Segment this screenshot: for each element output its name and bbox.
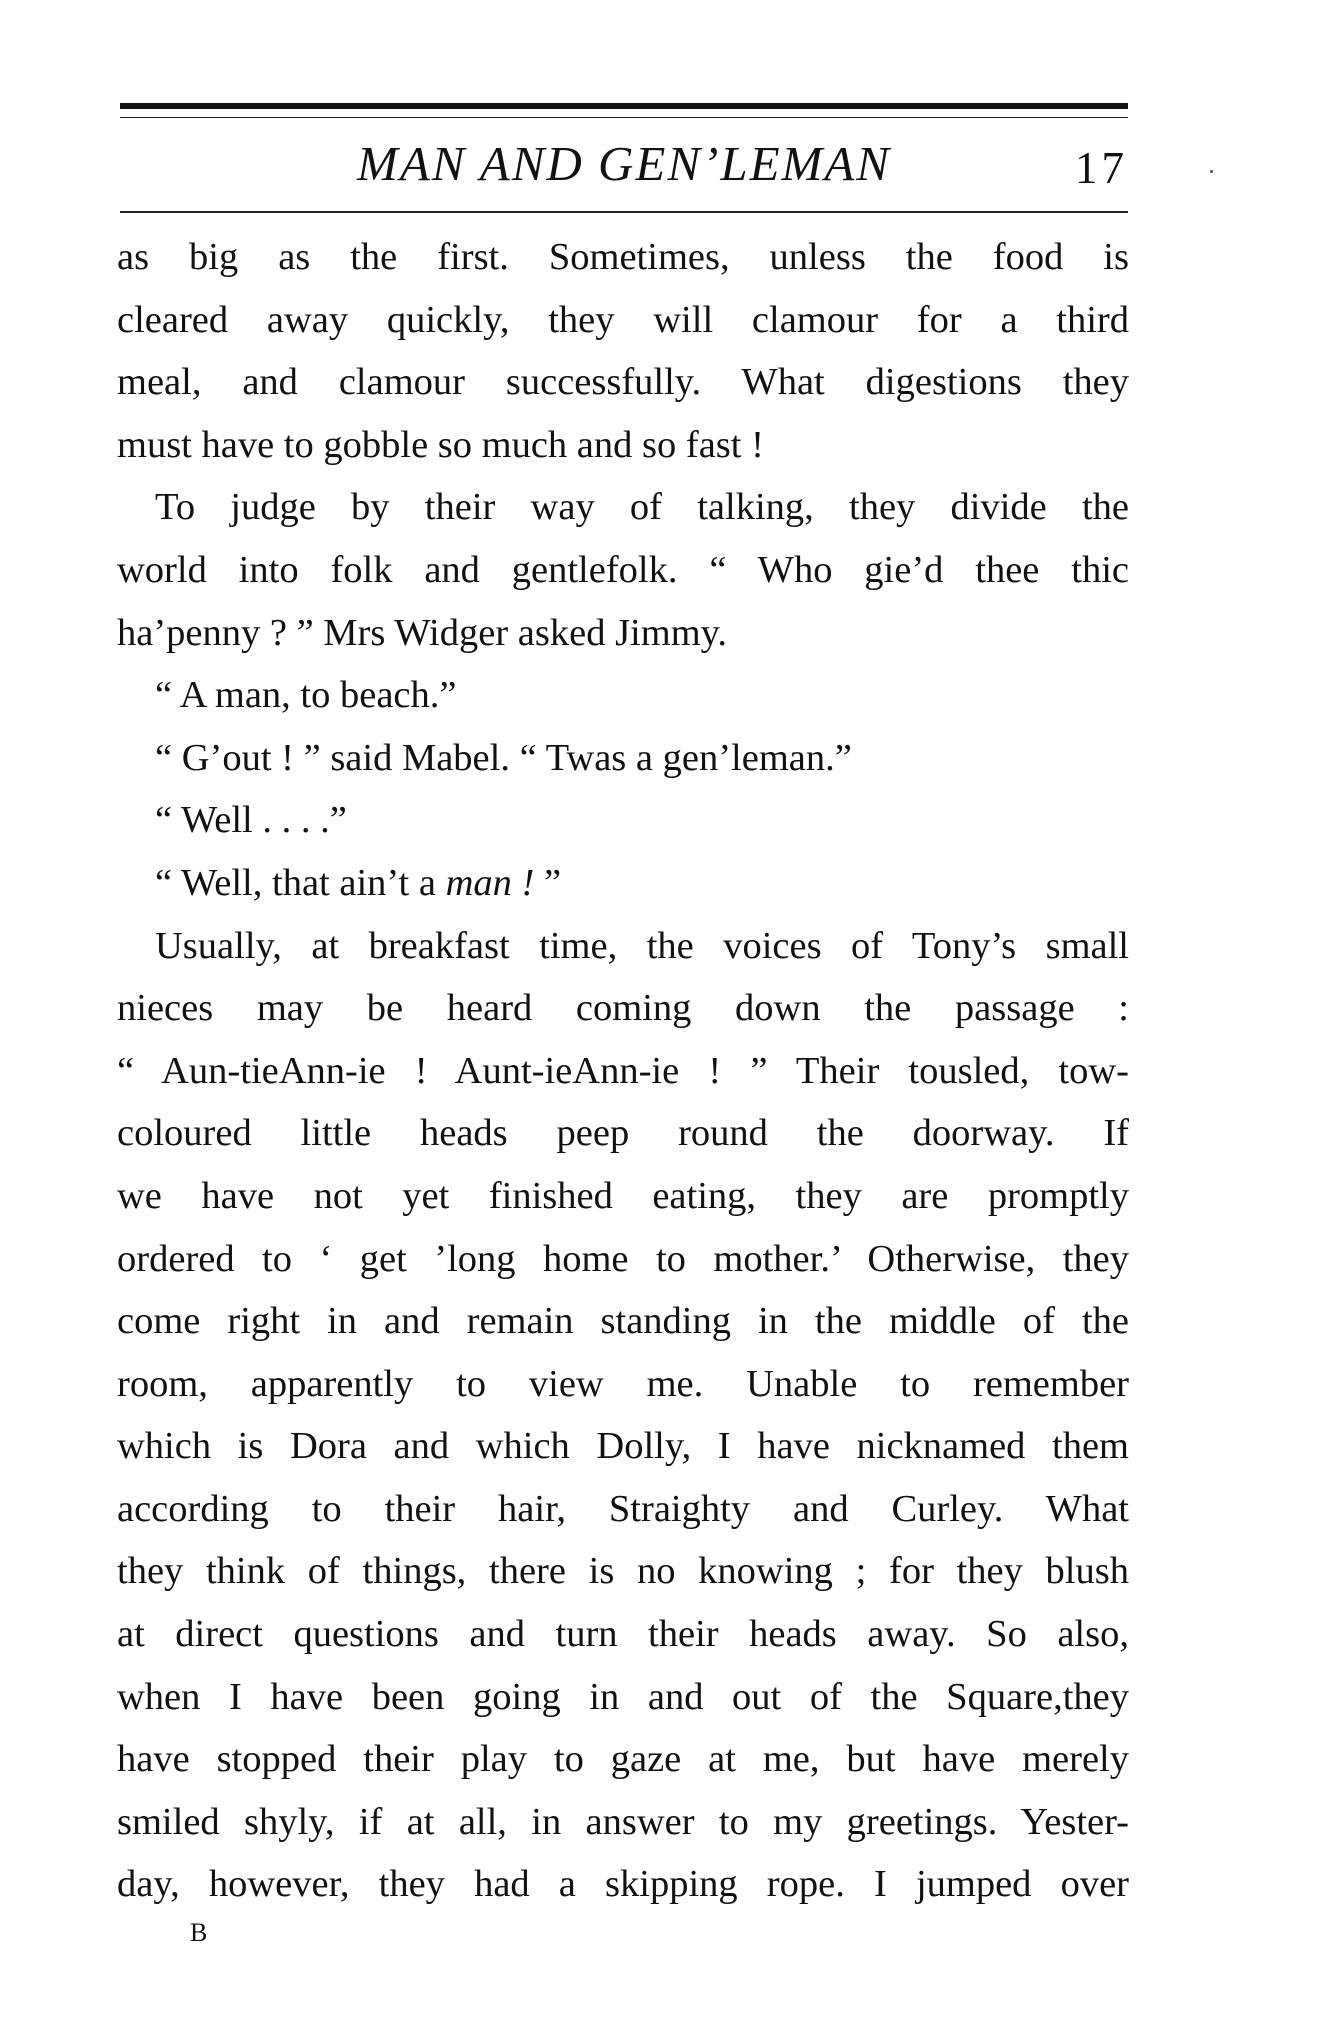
body-text [117, 226, 1129, 1916]
text-line: nieces may be heard coming down the passage : [117, 987, 1129, 1030]
text-line: room, apparently to view me. Unable to remember [117, 1362, 1129, 1405]
text-line: “ G’out ! ” said Mabel. “ Twas a gen’leman.” [155, 736, 852, 779]
running-head [120, 128, 1128, 198]
margin-speck [1210, 170, 1213, 173]
text-line: “ Well . . . .” [155, 799, 347, 842]
text-line: which is Dora and which Dolly, I have nicknamed them [117, 1425, 1129, 1468]
text-line: we have not yet finished eating, they are promptly [117, 1174, 1129, 1217]
text-line: “ A man, to beach.” [155, 674, 457, 717]
text-line: cleared away quickly, they will clamour for a third [117, 298, 1129, 341]
text-line: ordered to ‘ get ’long home to mother.’ Otherwise, they [117, 1237, 1129, 1280]
page-number: 17 [1075, 143, 1128, 193]
text-line: “ Aun-tieAnn-ie ! Aunt-ieAnn-ie ! ” Their tousled, tow- [117, 1049, 1129, 1092]
text-line: at direct questions and turn their heads away. So also, [117, 1613, 1129, 1656]
text-line: according to their hair, Straighty and Curley. What [117, 1487, 1129, 1530]
text-line: Usually, at breakfast time, the voices of Tony’s small [155, 924, 1129, 967]
text-run: ” [534, 861, 562, 904]
text-run: “ Well, that ain’t a [155, 861, 446, 904]
text-line [117, 852, 1129, 915]
text-line: have stopped their play to gaze at me, but have merely [117, 1738, 1129, 1781]
italic-run: man ! [445, 861, 535, 904]
text-line: To judge by their way of talking, they divide the [155, 486, 1129, 529]
signature-mark: B [190, 1918, 209, 1947]
text-line: coloured little heads peep round the doorway. If [117, 1112, 1129, 1155]
text-line: day, however, they had a skipping rope. I jumped over [117, 1863, 1129, 1906]
header-rule-thick [120, 103, 1128, 109]
text-line: come right in and remain standing in the middle of the [117, 1300, 1129, 1343]
text-line: as big as the first. Sometimes, unless the food is [117, 236, 1129, 278]
text-line: meal, and clamour successfully. What digestions they [117, 361, 1129, 404]
header-rule-bottom [120, 211, 1128, 213]
text-line: smiled shyly, if at all, in answer to my greetings. Yester- [117, 1800, 1129, 1843]
text-line: must have to gobble so much and so fast ! [117, 423, 764, 466]
text-line: world into folk and gentlefolk. “ Who gie’d thee thic [117, 548, 1129, 591]
text-line: they think of things, there is no knowing ; for they blush [117, 1550, 1129, 1593]
running-title: MAN AND GEN’LEMAN [357, 136, 891, 191]
text-line: ha’penny ? ” Mrs Widger asked Jimmy. [117, 611, 728, 654]
text-line: when I have been going in and out of the Square,they [117, 1675, 1129, 1718]
header-rule-thin [120, 117, 1128, 118]
